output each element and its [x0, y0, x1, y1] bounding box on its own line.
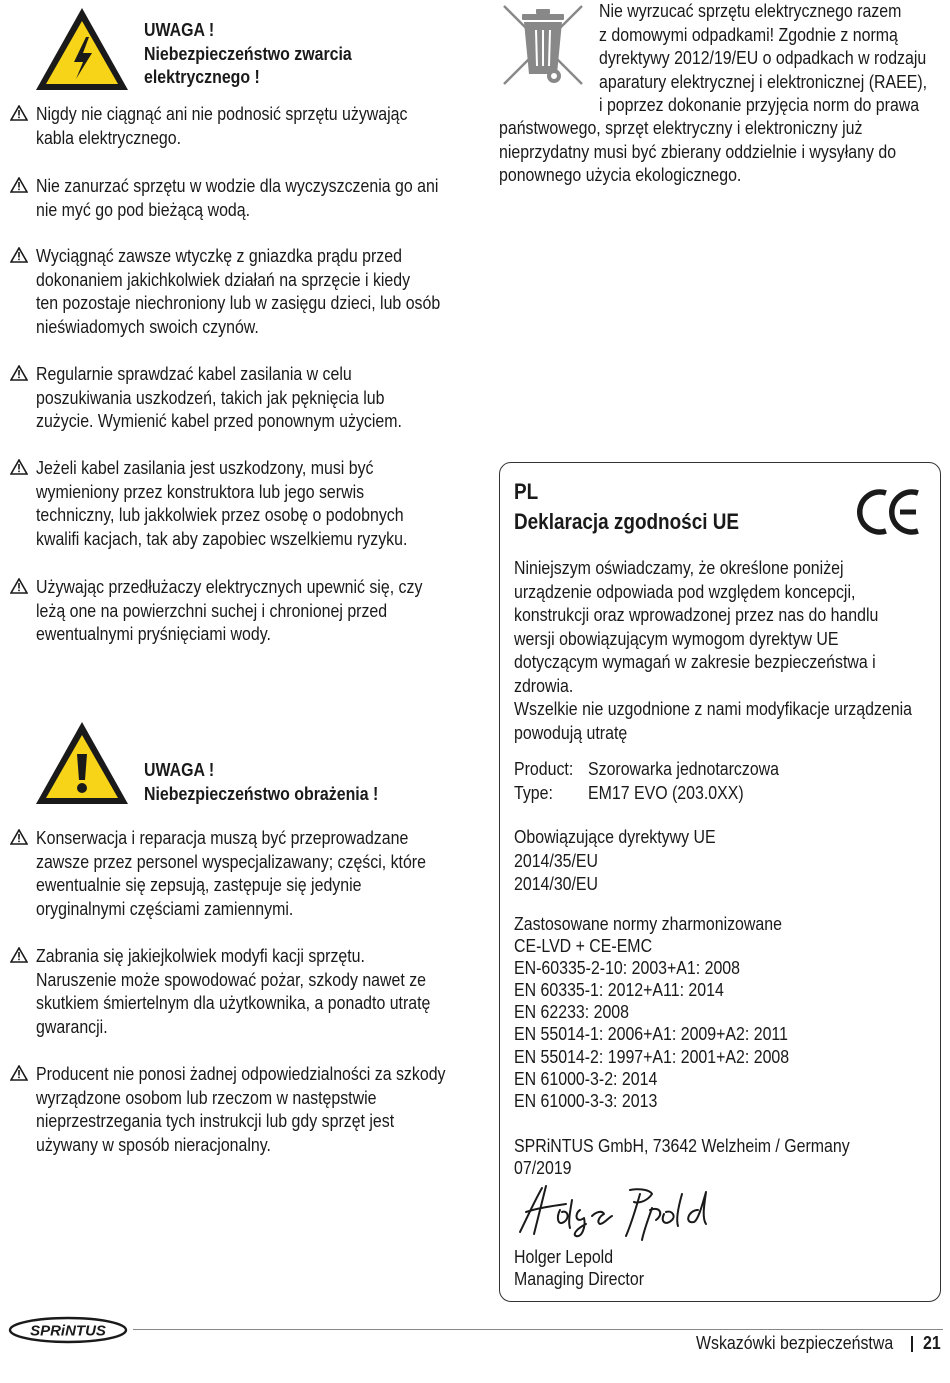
intro-line: konstrukcji oraz wprowadzonej przez nas do handlu	[514, 604, 879, 625]
crossed-out-wheelie-bin-icon	[500, 2, 586, 88]
item-line: zużycie. Wymienić kabel przed ponownym użyciem.	[36, 410, 402, 431]
electric-warning-line: UWAGA !	[144, 19, 215, 40]
injury-warning-line: Niebezpieczeństwo obrażenia !	[144, 782, 379, 804]
item-line: skutkiem śmiertelnym dla użytkownika, a ponadto utratę	[36, 992, 431, 1013]
standard-line: EN 62233: 2008	[514, 1001, 629, 1023]
standard-line: EN 61000-3-2: 2014	[514, 1067, 658, 1089]
company-line: 07/2019	[514, 1157, 572, 1178]
warning-triangle-icon	[10, 105, 28, 121]
warning-triangle-icon	[10, 177, 28, 193]
sprintus-logo	[8, 1316, 128, 1344]
footer-separator	[911, 1336, 913, 1352]
item-line: Nigdy nie ciągnąć ani nie podnosić sprzętu używając	[36, 103, 408, 124]
footer-section-title	[696, 1332, 925, 1354]
intro-line: Niniejszym oświadczamy, że określone poniżej	[514, 557, 844, 578]
item-line: dokonaniem jakichkolwiek działań na sprzęcie i kiedy	[36, 268, 411, 290]
warning-triangle-icon	[10, 247, 28, 263]
product-row	[514, 757, 583, 781]
signer-title: Managing Director	[514, 1268, 644, 1289]
warning-triangle-icon	[10, 829, 28, 845]
company-info	[514, 1135, 904, 1179]
warning-triangle-icon	[10, 365, 28, 381]
item-line: Konserwacja i reparacja muszą być przeprowadzane	[36, 827, 409, 848]
handwritten-signature	[512, 1180, 727, 1242]
directive-line: 2014/35/EU	[514, 849, 599, 871]
weee-line: Nie wyrzucać sprzętu elektrycznego razem	[599, 0, 902, 21]
electric-warning-heading	[144, 18, 386, 89]
product-value: Szorowarka jednotarczowa	[588, 758, 780, 779]
item-line: ten pozostaje niechroniony lub w zasięgu dzieci, lub osób	[36, 292, 441, 313]
footer-rule	[133, 1329, 943, 1330]
item-line: gwarancji.	[36, 1015, 108, 1037]
standard-line: EN 55014-2: 1997+A1: 2001+A2: 2008	[514, 1045, 790, 1067]
standard-line: EN 61000-3-3: 2013	[514, 1089, 658, 1111]
weee-line: ponownego użycia ekologicznego.	[499, 164, 742, 185]
standard-line: EN 55014-1: 2006+A1: 2009+A2: 2011	[514, 1023, 788, 1045]
warning-triangle-icon	[10, 578, 28, 594]
item-line: Naruszenie może spowodować pożar, szkody nawet ze	[36, 968, 427, 990]
intro-line: urządzenie odpowiada pod względem koncepcji,	[514, 580, 856, 602]
item-line: nie myć go pod bieżącą wodą.	[36, 198, 251, 220]
item-line: Regularnie sprawdzać kabel zasilania w celu	[36, 363, 352, 384]
electric-warning-line: elektrycznego !	[144, 66, 260, 87]
directive-line: 2014/30/EU	[514, 873, 599, 894]
type-label: Type:	[514, 782, 553, 803]
item-line: wymieniony przez konstruktora lub jego serwis	[36, 480, 365, 502]
item-line: ewentualnie się zepsują, zastępuje się jedynie	[36, 874, 362, 895]
item-line: Wyciągnąć zawsze wtyczkę z gniazdka prądu przed	[36, 245, 402, 266]
item-line: używany w sposób nieracjonalny.	[36, 1133, 271, 1155]
exclamation-warning-icon	[34, 720, 130, 806]
weee-notice	[599, 0, 950, 117]
item-line: Zabrania się jakiejkolwiek modyfi kacji sprzętu.	[36, 945, 365, 966]
weee-line: nieprzydatny musi być zbierany oddzielnie i wysyłany do	[499, 140, 897, 162]
injury-warning-line: UWAGA !	[144, 759, 215, 780]
standard-line: EN 60335-1: 2012+A11: 2014	[514, 979, 724, 1001]
item-line: wyrządzone osobom lub rzeczom w następstwie	[36, 1086, 377, 1108]
product-label: Product:	[514, 758, 574, 779]
intro-line: wersji obowiązującym wymogom dyrektyw UE	[514, 627, 839, 649]
warning-triangle-icon	[10, 459, 28, 475]
item-line: leżą one na powierzchni suchej i chronionej przed	[36, 599, 388, 621]
weee-line: dyrektywy 2012/19/EU o odpadkach w rodzaju	[599, 47, 927, 68]
signer-name: Holger Lepold	[514, 1246, 614, 1267]
footer-section-text: Wskazówki bezpieczeństwa	[696, 1332, 894, 1353]
warning-triangle-icon	[10, 947, 28, 963]
item-line: nieprzestrzegania tych instrukcji lub gdy sprzęt jest	[36, 1110, 395, 1131]
type-value: EM17 EVO (203.0XX)	[588, 782, 744, 803]
item-line: Używając przedłużaczy elektrycznych upewnić się, czy	[36, 576, 423, 597]
directives-list	[514, 825, 748, 896]
warning-triangle-icon	[10, 1065, 28, 1081]
item-line: Producent nie ponosi żadnej odpowiedzialności za szkody	[36, 1063, 446, 1084]
item-line: kabla elektrycznego.	[36, 126, 182, 148]
signer-info	[514, 1246, 665, 1290]
standard-line: CE-LVD + CE-EMC	[514, 935, 653, 957]
item-line: nieświadomych swoich czynów.	[36, 315, 259, 337]
standard-line: Zastosowane normy zharmonizowane	[514, 913, 782, 934]
item-line: Nie zanurzać sprzętu w wodzie dla wyczyszczenia go ani	[36, 175, 439, 196]
item-line: techniczny, lub jakkolwiek przez osobę o podobnych	[36, 504, 404, 525]
intro-line: Wszelkie nie uzgodnione z nami modyfikacje urządzenia	[514, 698, 912, 719]
declaration-lang-text: PL	[514, 479, 539, 504]
page-number-text: 21	[923, 1332, 941, 1353]
type-value-cell	[588, 781, 769, 805]
company-line: SPRiNTUS GmbH, 73642 Welzheim / Germany	[514, 1135, 850, 1156]
weee-line: z domowymi odpadkami! Zgodnie z normą	[599, 23, 898, 45]
item-line: Jeżeli kabel zasilania jest uszkodzony, musi być	[36, 457, 374, 478]
weee-line: i poprzez dokonanie przyjęcia norm do prawa	[599, 94, 920, 115]
standard-line: EN-60335-2-10: 2003+A1: 2008	[514, 957, 741, 979]
item-line: oryginalnymi częściami zamiennymi.	[36, 897, 294, 919]
page-number	[923, 1332, 944, 1354]
high-voltage-warning-icon	[34, 6, 130, 92]
declaration-title-text: Deklaracja zgodności UE	[514, 509, 740, 534]
svg-text:SPRiNTUS: SPRiNTUS	[30, 1322, 106, 1340]
item-line: ewentualnymi pryśnięciami wody.	[36, 623, 271, 644]
intro-line: zdrowia.	[514, 674, 574, 696]
electric-warning-line: Niebezpieczeństwo zwarcia	[144, 42, 352, 64]
item-line: kwalifi kacjach, tak aby zapobiec wszelkiemu ryzyku.	[36, 527, 408, 549]
type-row	[514, 781, 559, 805]
weee-notice-continued	[499, 116, 950, 187]
injury-warning-heading	[144, 758, 416, 805]
directive-line: Obowiązujące dyrektywy UE	[514, 826, 716, 847]
standards-list	[514, 913, 834, 1112]
declaration-title	[514, 508, 776, 536]
product-value-cell	[588, 757, 810, 781]
declaration-lang	[514, 478, 542, 506]
intro-line: dotyczącym wymagań w zakresie bezpieczeństwa i	[514, 651, 876, 672]
intro-line: powodują utratę	[514, 721, 628, 743]
item-line: zawsze przez personel wyspecjalizawany; części, które	[36, 850, 426, 872]
declaration-intro	[514, 556, 950, 744]
weee-line: aparatury elektrycznej i elektronicznej (RAEE),	[599, 70, 928, 92]
weee-line: państwowego, sprzęt elektryczny i elektroniczny już	[499, 117, 863, 138]
item-line: poszukiwania uszkodzeń, takich jak pęknięcia lub	[36, 386, 385, 408]
ce-mark-icon	[856, 487, 924, 537]
